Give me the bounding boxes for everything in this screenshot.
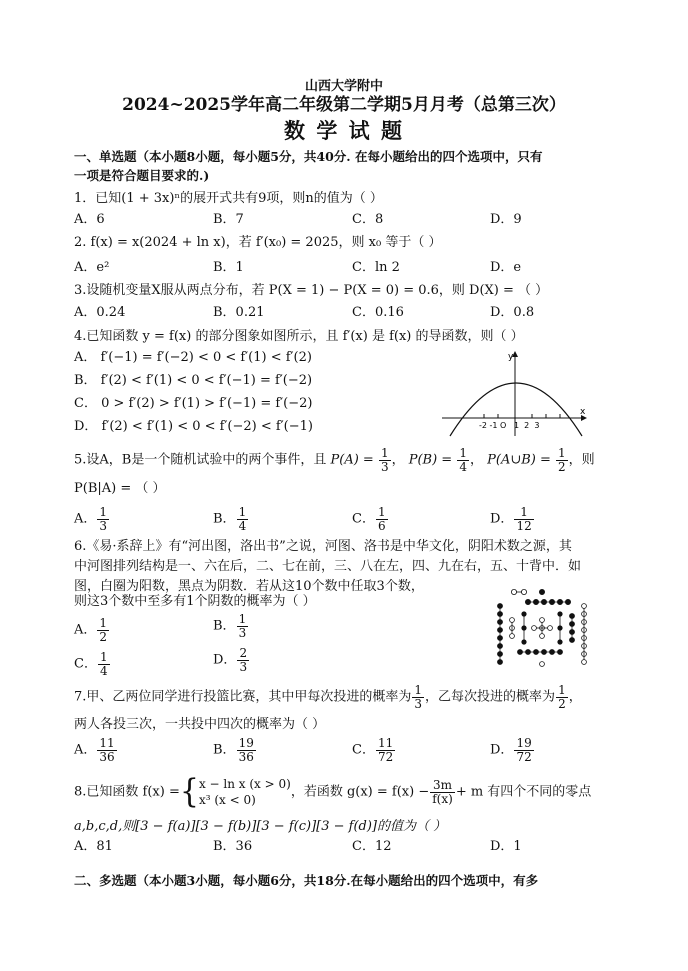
q7-option-a: A． $\frac{11}{36}$	[74, 736, 115, 764]
q1-option-d: D．9	[490, 212, 522, 227]
q3-stem: 3.设随机变量X服从两点分布，若 P(X = 1) − P(X = 0) = 0.6，则 D(X) = （ ）	[74, 283, 549, 298]
graph-x-label: x	[580, 407, 586, 417]
q6-line1: 6.《易·系辞上》有“河出图，洛出书”之说，河图、洛书是中华文化，阴阳术数之源，其	[74, 539, 572, 554]
q8-option-a: A．81	[74, 839, 113, 854]
q6-line3: 图，白圈为阳数，黑点为阴数．若从这10个数中任取3个数，	[74, 579, 424, 594]
q5-option-d: D． $\frac{1}{12}$	[490, 505, 532, 533]
q4-option-b: B． f′(2) < f′(1) < 0 < f′(−1) = f′(−2)	[74, 373, 313, 388]
q5-option-a: A． $\frac{1}{3}$	[74, 505, 108, 533]
q5-option-c: C． $\frac{1}{6}$	[352, 505, 386, 533]
q5-pb-label: P(B) =	[408, 452, 453, 468]
q7-option-d: D． $\frac{19}{72}$	[490, 736, 532, 764]
q3-option-a: A．0.24	[74, 305, 126, 320]
graph-tick-labels: -2 -1 O 1 2 3	[479, 421, 540, 430]
q8-option-b: B．36	[213, 839, 253, 854]
section2-heading-line1: 二、多选题（本小题3小题，每小题6分，共18分.在每小题给出的四个选项中，有多	[74, 873, 539, 888]
section1-heading-line1: 一、单选题（本小题8小题，每小题5分，共40分. 在每小题给出的四个选项中，只有	[74, 149, 543, 164]
exam-title: 2024~2025学年高二年级第二学期5月月考（总第三次）	[122, 95, 566, 115]
section1-heading-line2: 一项是符合题目要求的.)	[74, 168, 210, 183]
q6-line4: 则这3个数中至多有1个阴数的概率为（ ）	[74, 594, 316, 609]
subject-title: 数 学 试 题	[284, 118, 404, 143]
q7-line1: 7.甲、乙两位同学进行投篮比赛，其中甲每次投进的概率为 $\frac{1}{3}$ ，乙每次投进的概率为 $\frac{1}{2}$ ，	[74, 683, 582, 711]
q8-line2: a,b,c,d,则[3 − f(a)][3 − f(b)][3 − f(c)][3 − f(d)]的值为（ ）	[74, 819, 447, 834]
q6-line2: 中河图排列结构是一、六在后，二、七在前，三、八在左，四、九在右，五、十背中．如	[74, 559, 582, 574]
q4-option-a: A． f′(−1) = f′(−2) < 0 < f′(1) < f′(2)	[74, 350, 312, 365]
graph-y-label: y	[508, 352, 514, 362]
q2-option-a: A．e²	[74, 260, 110, 275]
q8-line1: 8.已知函数 f(x) ={x − ln x (x > 0) x³ (x < 0)，若函数 g(x) = f(x) − $\frac{3m}{f(x)}$ + m 有四个不同的零点	[74, 772, 592, 811]
q2-option-d: D．e	[490, 260, 522, 275]
q4-function-graph	[440, 348, 590, 438]
q6-option-b: B． $\frac{1}{3}$	[213, 612, 247, 640]
q3-option-b: B．0.21	[213, 305, 265, 320]
q7-option-c: C． $\frac{11}{72}$	[352, 736, 394, 764]
q2-stem: 2. f(x) = x(2024 + ln x)，若 f′(x₀) = 2025，则 x₀ 等于（ ）	[74, 235, 442, 250]
q7-line2: 两人各投三次，一共投中四次的概率为（ ）	[74, 717, 326, 732]
q5-pa-label: P(A) =	[330, 452, 374, 468]
q5-stem-line2: P(B|A) = （ ）	[74, 481, 166, 496]
q5-pre: 5.设A，B是一个随机试验中的两个事件，且	[74, 452, 327, 468]
q3-option-c: C．0.16	[352, 305, 404, 320]
q6-option-a: A． $\frac{1}{2}$	[74, 616, 108, 644]
q4-stem: 4.已知函数 y = f(x) 的部分图象如图所示，且 f′(x) 是 f(x) 的导函数，则（ ）	[74, 329, 524, 344]
hetu-diagram	[494, 586, 590, 672]
q5-pab-label: P(A∪B) =	[487, 452, 551, 468]
q6-option-c: C． $\frac{1}{4}$	[74, 650, 108, 678]
q6-option-d: D． $\frac{2}{3}$	[213, 646, 248, 674]
q4-option-c: C． 0 > f′(2) > f′(1) > f′(−1) = f′(−2)	[74, 396, 313, 411]
q8-option-d: D．1	[490, 839, 522, 854]
q1-option-c: C．8	[352, 212, 384, 227]
q5-option-b: B． $\frac{1}{4}$	[213, 505, 247, 533]
q2-option-c: C．ln 2	[352, 260, 400, 275]
q5-stem-line1: 5.设A，B是一个随机试验中的两个事件，且 P(A) = $\frac{1}{3}$ ， P(B) = $\frac{1}{4}$ ， P(A∪B) = $\frac{1}{2}$ ，则	[74, 446, 595, 474]
school-name: 山西大学附中	[304, 79, 383, 94]
q1-option-b: B．7	[213, 212, 244, 227]
q2-option-b: B．1	[213, 260, 244, 275]
q1-option-a: A．6	[74, 212, 105, 227]
q4-option-d: D． f′(2) < f′(1) < 0 < f′(−2) < f′(−1)	[74, 419, 313, 434]
q1-stem: 1．已知(1 + 3x)ⁿ的展开式共有9项，则n的值为（ ）	[74, 191, 383, 206]
q3-option-d: D．0.8	[490, 305, 535, 320]
q7-option-b: B． $\frac{19}{36}$	[213, 736, 254, 764]
q8-option-c: C．12	[352, 839, 392, 854]
